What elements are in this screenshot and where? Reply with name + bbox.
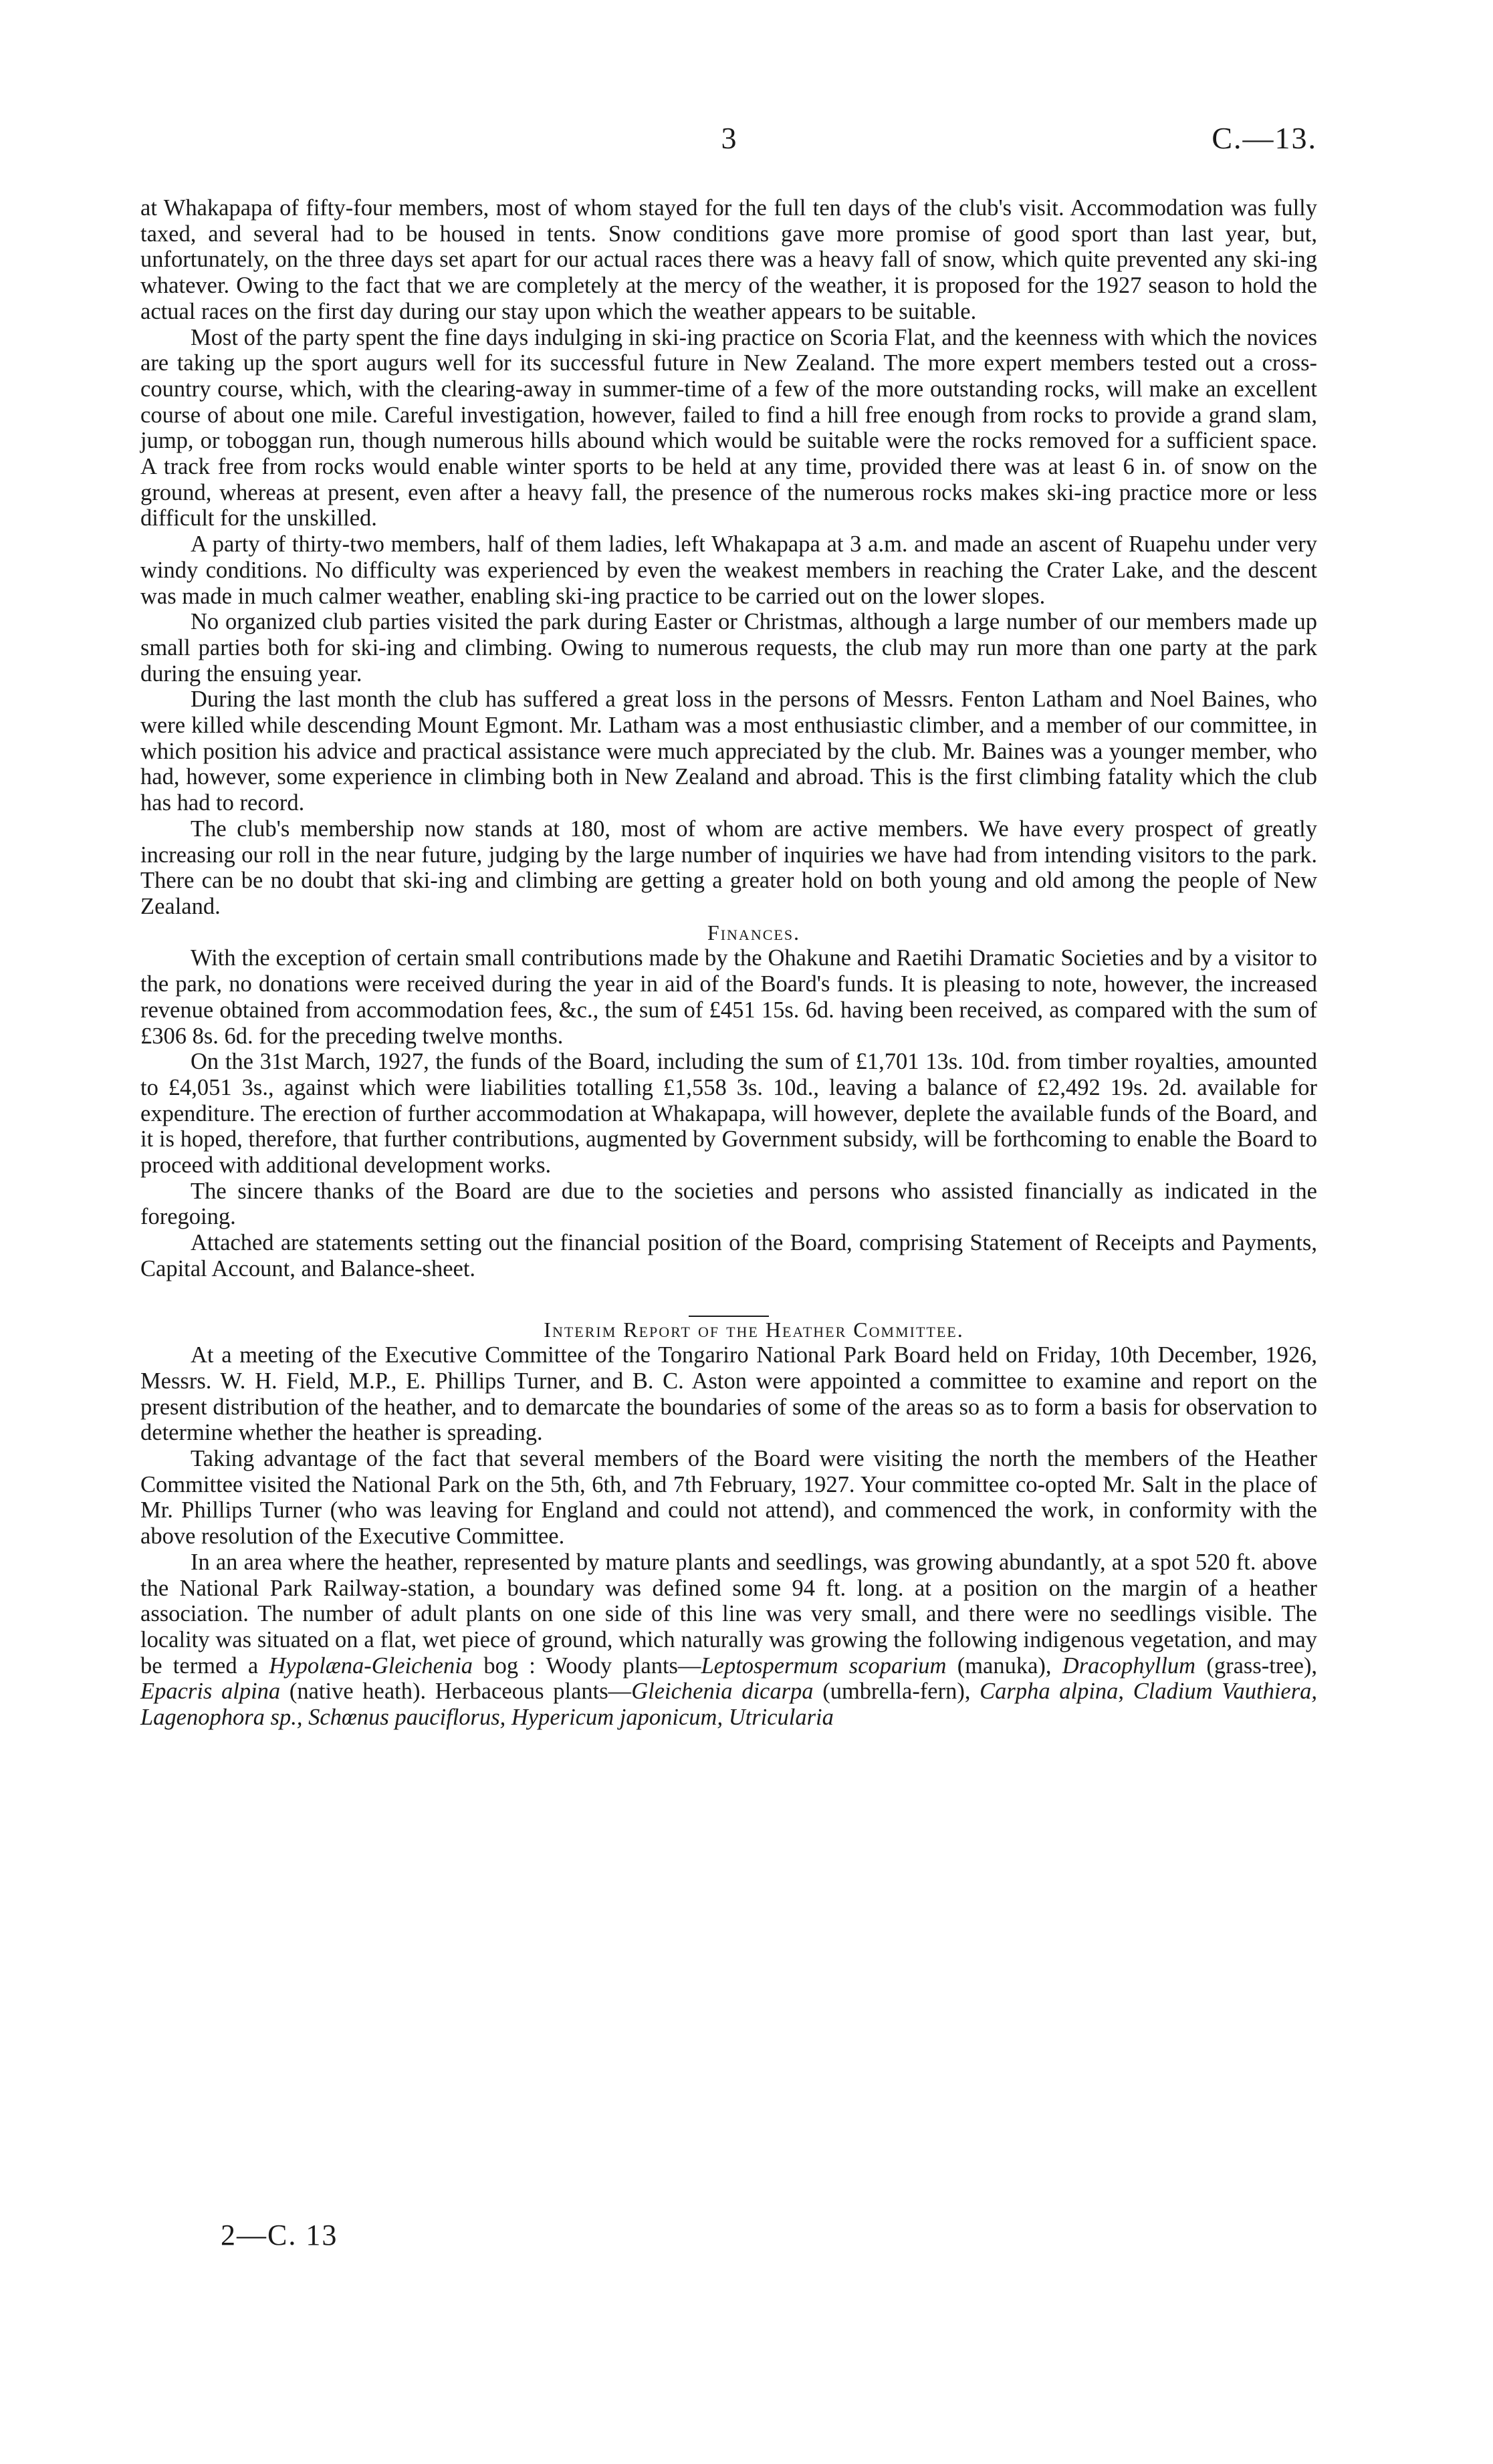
species-name: Dracophyllum (1062, 1652, 1196, 1679)
page-header (140, 120, 1317, 167)
vegetation-text: (umbrella-fern), (822, 1679, 971, 1705)
body-paragraph: No organized club parties visited the park during Easter or Christmas, although a large number of our members made up small parties both for ski-ing and climbing. Owing to numerous requests, the club may run more than one party at the park during the ensuing year. (140, 609, 1317, 687)
body-paragraph: A party of thirty-two members, half of them ladies, left Whakapapa at 3 a.m. and made an ascent of Ruapehu under very windy conditions. No difficulty was experienced by even the weakest members in reaching the Crater Lake, and the descent was made in much calmer weather, enabling ski-ing practice to be carried out on the lower slopes. (140, 531, 1317, 609)
heather-report-heading: Interim Report of the Heather Committee. (544, 1317, 964, 1342)
finances-paragraph: On the 31st March, 1927, the funds of the Board, including the sum of £1,701 13s. 10d. from timber royalties, amounted to £4,051 3s., against which were liabilities totalling £1,558 3s. 10d., leaving a balance of £2,492 19s. 2d. available for expenditure. The erection of further accommodation at Whakapapa, will however, deplete the available funds of the Board, and it is hoped, therefore, that further contributions, augmented by Government subsidy, will be forthcoming to enable the Board to proceed with additional development works. (140, 1049, 1317, 1179)
heather-paragraph: At a meeting of the Executive Committee of the Tongariro National Park Board held on Friday, 10th December, 1926, Messrs. W. H. Field, M.P., E. Phillips Turner, and B. C. Aston were appointed a committee to examine and report on the present distribution of the heather, and to demarcate the boundaries of some of the areas so as to form a basis for observation to determine whether the heather is spreading. (140, 1342, 1317, 1446)
page-body (140, 195, 1317, 1731)
finances-paragraph: With the exception of certain small contributions made by the Ohakune and Raetihi Dramatic Societies and by a visitor to the park, no donations were received during the year in aid of the Board's funds. It is pleasing to note, however, the increased revenue obtained from accommodation fees, &c., the sum of £451 15s. 6d. having been received, as compared with the sum of £306 8s. 6d. for the preceding twelve months. (140, 945, 1317, 1049)
vegetation-text: bog : Woody plants— (483, 1652, 701, 1679)
species-list: Carpha alpina, Cladium Vauthiera, Lagenophora sp., Schœnus pauciflorus, Hypericum japonicum, Utricularia (140, 1679, 1318, 1731)
finances-heading: Finances. (707, 920, 801, 945)
body-paragraph: The club's membership now stands at 180, most of whom are active members. We have every prospect of greatly increasing our roll in the near future, judging by the large number of inquiries we have had from intending visitors to the park. There can be no doubt that ski-ing and climbing are getting a greater hold on both young and old among the people of New Zealand. (140, 816, 1317, 919)
heather-paragraph: Taking advantage of the fact that several members of the Board were visiting the north the members of the Heather Committee visited the National Park on the 5th, 6th, and 7th February, 1927. Your committee co-opted Mr. Salt in the place of Mr. Phillips Turner (who was leaving for England and could not attend), and commenced the work, in conformity with the above resolution of the Executive Committee. (140, 1446, 1317, 1550)
species-name: Epacris alpina (140, 1679, 281, 1705)
species-name: Leptospermum scoparium (701, 1652, 947, 1679)
finances-paragraph: The sincere thanks of the Board are due to the societies and persons who assisted financially as indicated in the foregoing. (140, 1178, 1317, 1230)
document-reference: C.—13. (1212, 121, 1317, 155)
species-name: Gleichenia dicarpa (631, 1679, 814, 1705)
page-number: 3 (721, 121, 737, 155)
body-paragraph: During the last month the club has suffered a great loss in the persons of Messrs. Fenton Latham and Noel Baines, who were killed while descending Mount Egmont. Mr. Latham was a most enthusiastic climber, and a member of our committee, in which position his advice and practical assistance were much appreciated by the club. Mr. Baines was a younger member, who had, however, some experience in climbing both in New Zealand and abroad. This is the first climbing fatality which the club has had to record. (140, 687, 1317, 816)
body-paragraph: Most of the party spent the fine days indulging in ski-ing practice on Scoria Flat, and the keenness with which the novices are taking up the sport augurs well for its successful future in New Zealand. The more expert members tested out a cross-country course, which, with the clearing-away in summer-time of a few of the more outstanding rocks, will make an excellent course of about one mile. Careful investigation, however, failed to find a hill free enough from rocks to provide a grand slam, jump, or toboggan run, though numerous hills abound which would be suitable were the rocks removed for a sufficient space. A track free from rocks would enable winter sports to be held at any time, provided there was at least 6 in. of snow on the ground, whereas at present, even after a heavy fall, the presence of the numerous rocks makes ski-ing practice more or less difficult for the unskilled. (140, 324, 1317, 531)
heather-paragraph-vegetation (140, 1550, 1317, 1731)
body-paragraph: at Whakapapa of fifty-four members, most of whom stayed for the full ten days of the club's visit. Accommodation was fully taxed, and several had to be housed in tents. Snow conditions gave more promise of good sport than last year, but, unfortunately, on the three days set apart for our actual races there was a heavy fall of snow, which quite prevented any ski-ing whatever. Owing to the fact that we are completely at the mercy of the weather, it is proposed for the 1927 season to hold the actual races on the first day during our stay upon which the weather appears to be suitable. (140, 195, 1317, 324)
vegetation-text: In an area where the heather, represented by mature plants and seedlings, was growing abundantly, at a spot 520 ft. above the National Park Railway-station, a boundary was defined some 94 ft. long. at a position on the margin of a heather association. The number of adult plants on one side of this line was very small, and there were no seedlings visible. The locality was situated on a flat, wet piece of ground, which naturally was growing the following indigenous vegetation, and may be termed a (140, 1549, 1317, 1679)
vegetation-text: (grass-tree), (1206, 1652, 1318, 1679)
species-name: Hypolæna-Gleichenia (269, 1652, 473, 1679)
printer-signature: 2—C. 13 (221, 2219, 338, 2251)
finances-paragraph: Attached are statements setting out the financial position of the Board, comprising Statement of Receipts and Payments, Capital Account, and Balance-sheet. (140, 1230, 1317, 1281)
vegetation-text: (manuka), (957, 1652, 1052, 1679)
vegetation-text: (native heath). Herbaceous plants— (289, 1679, 632, 1705)
